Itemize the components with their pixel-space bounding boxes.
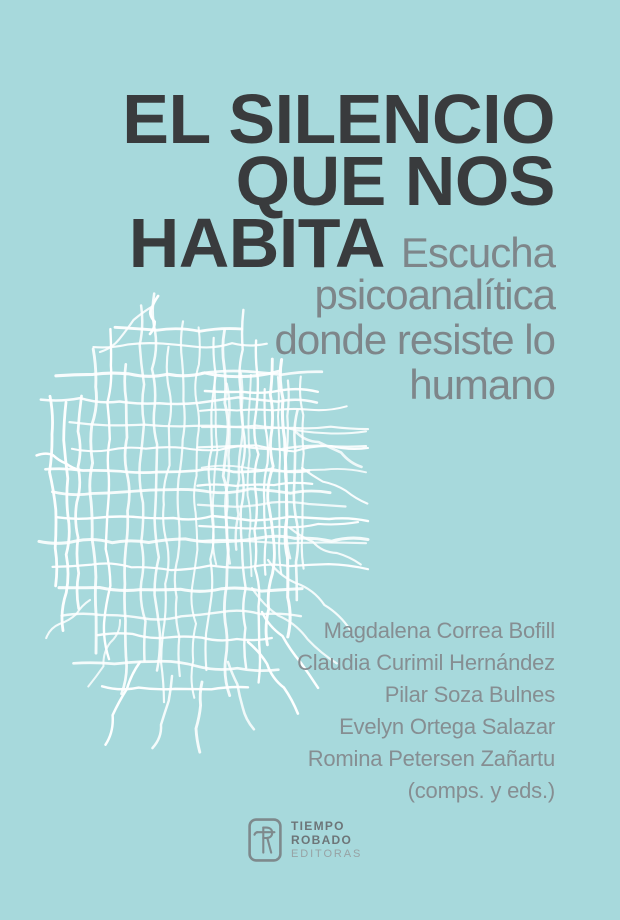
subtitle-line-1: Escucha [400,229,555,276]
author-name: Magdalena Correa Bofill [323,618,555,643]
author-name: Romina Petersen Zañartu [307,746,555,771]
publisher-name-line-1: TIEMPO [291,819,345,833]
publisher-name-line-2: ROBADO [291,832,353,847]
subtitle-line-4: humano [409,361,555,408]
authors-list [297,615,555,807]
subtitle-line-3: donde resiste lo [274,316,555,363]
title-line-3-text: HABITA [128,204,385,282]
publisher-name-block [291,818,362,861]
authors-credit: (comps. y eds.) [407,778,555,803]
title-line-1: EL SILENCIO [122,80,555,158]
publisher-monogram-icon [248,818,282,862]
book-title [122,80,555,284]
publisher-logo [248,818,362,862]
publisher-descriptor: EDITORAS [291,848,363,860]
book-subtitle [274,272,555,407]
author-name: Claudia Curimil Hernández [297,650,555,675]
author-name: Evelyn Ortega Salazar [339,714,555,739]
subtitle-line-2: psicoanalítica [314,271,555,318]
author-name: Pilar Soza Bulnes [384,682,555,707]
title-line-2: QUE NOS [235,142,555,220]
